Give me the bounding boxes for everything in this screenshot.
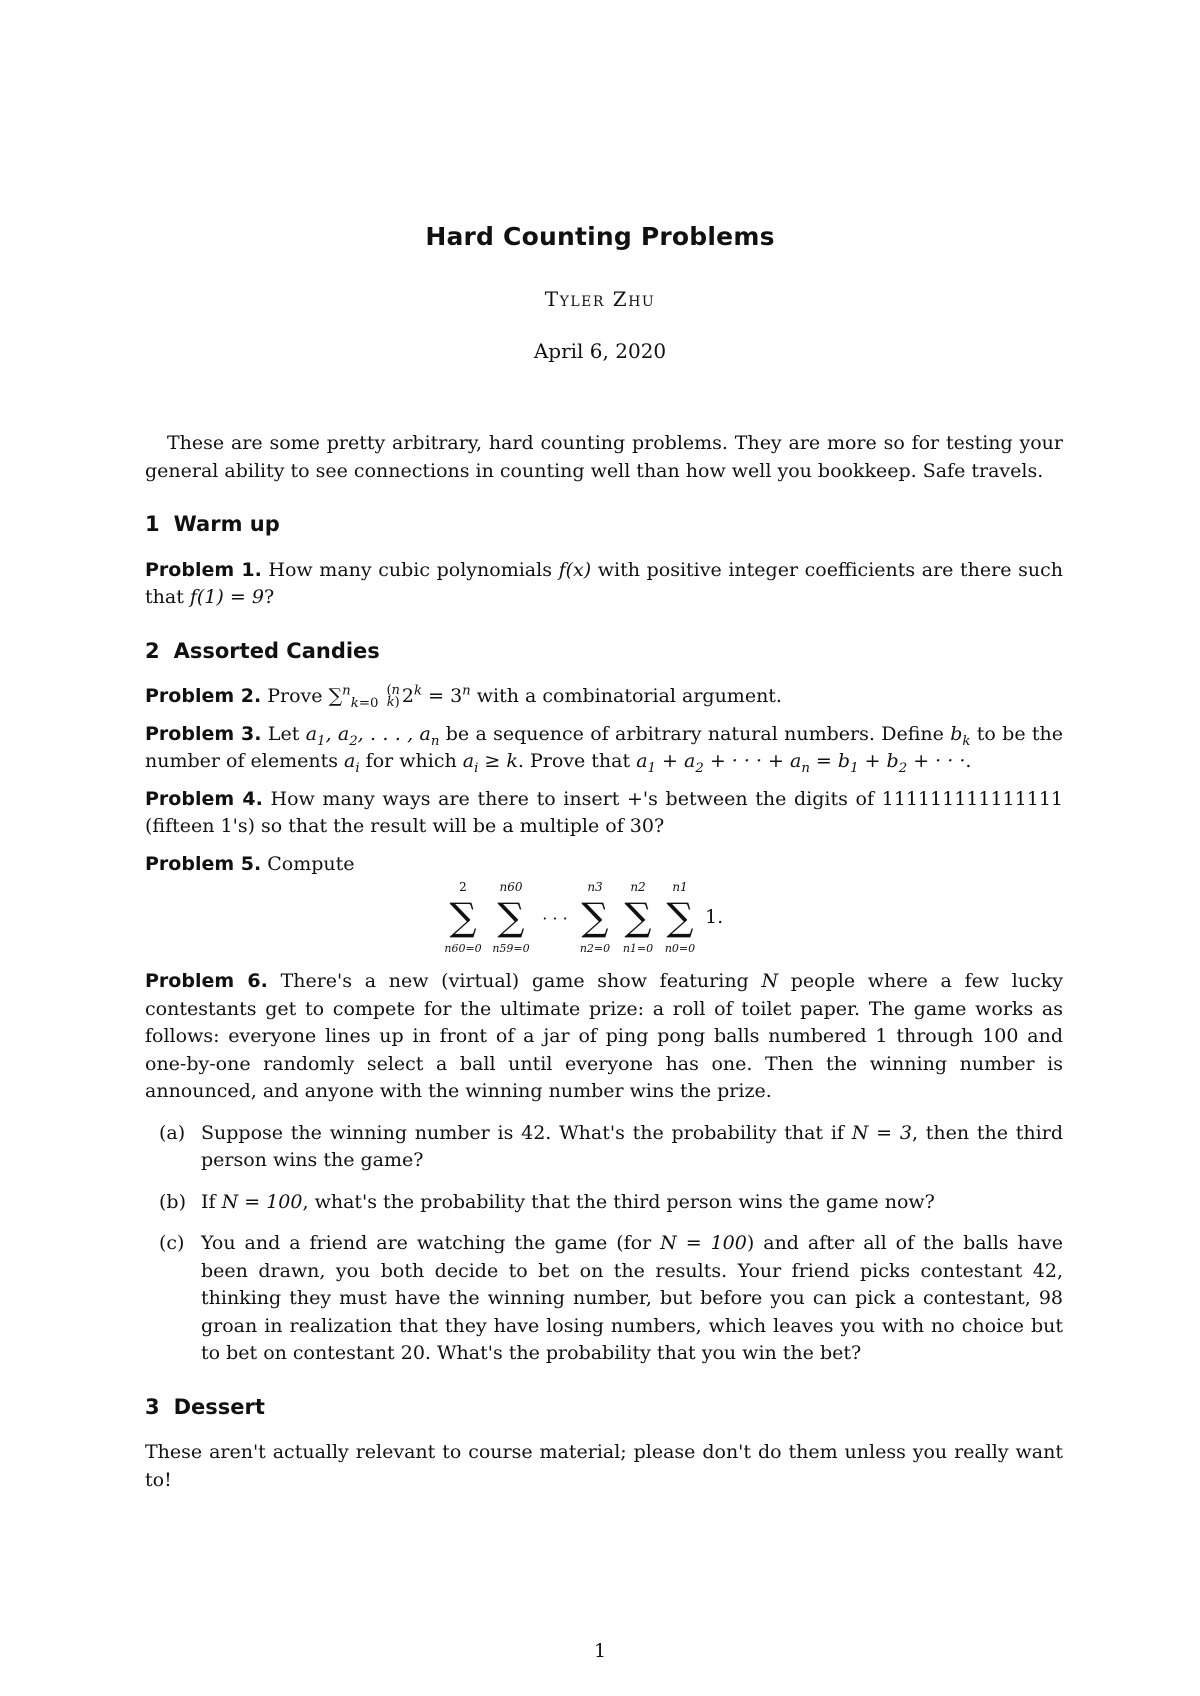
- problem-label: Problem 5.: [145, 852, 262, 875]
- problem-label: Problem 4.: [145, 787, 263, 810]
- math-expression: f(x): [558, 558, 592, 581]
- section-title: Dessert: [173, 1394, 265, 1419]
- math-expression: N = 3: [851, 1121, 912, 1144]
- item-text: , what's the probability that the third person wins the game now?: [302, 1190, 935, 1213]
- section-number: 3: [145, 1394, 160, 1419]
- sum-upper-limit: n2: [630, 880, 646, 894]
- list-item: [145, 1120, 1063, 1175]
- item-text: ) and after all of the balls have been drawn, you both decide to bet on the results. Your friend picks contestant 42, thinking they must have the winning number, but before you can pick a contestant, 98 groan in realization that they have losing numbers, which leaves you with no choice but to bet on contestant 20. What's the probability that you win the bet?: [201, 1232, 1064, 1364]
- problem-6: [145, 968, 1063, 1106]
- item-text: , then the third person wins the game?: [201, 1121, 1063, 1171]
- problem-text: How many cubic polynomials: [268, 558, 552, 581]
- sum-lower-limit: n60=0: [444, 942, 482, 955]
- problem-text: Prove: [267, 685, 323, 707]
- problem-text: for which: [365, 750, 457, 772]
- sigma-symbol: ∑: [581, 895, 609, 939]
- paper-body: [145, 430, 1063, 1494]
- problem-text: . Prove that: [517, 750, 631, 772]
- problem-text: to be the number of elements: [145, 722, 1064, 772]
- section-title: Warm up: [173, 512, 280, 536]
- sum-upper-limit: n60: [499, 880, 523, 894]
- math-expression: $b_k$: [950, 722, 971, 749]
- sequence-expression: $a_1$, $a_2$, . . . , $a_n$: [305, 722, 440, 749]
- nested-sum-formula: [145, 874, 1063, 958]
- problem-text: be a sequence of arbitrary natural numbers. Define: [445, 722, 944, 745]
- section-number: 1: [145, 512, 160, 536]
- problem-label: Problem 3.: [145, 722, 262, 745]
- section-number: 2: [145, 638, 160, 663]
- problem-text: people where a few lucky contestants get to compete for the ultimate prize: a roll of toilet paper. The game works as follows: everyone lines up in front of a jar of ping pong balls numbered 1 through 100 and one-by-one randomly select a ball until everyone has one. Then the winning number is announced, and anyone with the winning number wins the prize.: [145, 970, 1064, 1102]
- problem-3: [145, 721, 1063, 776]
- nested-sum-svg: [444, 874, 755, 958]
- math-expression: $a_i \ge k$: [462, 750, 518, 776]
- sum-lower-limit: n2=0: [579, 942, 611, 955]
- section-heading-assorted-candies: [145, 638, 1063, 666]
- section-heading-warm-up: [145, 511, 1063, 539]
- sigma-symbol: ∑: [449, 895, 477, 939]
- item-label: (a): [159, 1121, 186, 1144]
- sigma-symbol: ∑: [624, 895, 652, 939]
- problem-text: with a combinatorial argument.: [476, 685, 782, 707]
- list-item: [145, 1189, 1063, 1217]
- problem-text: .: [965, 750, 972, 772]
- problem-text: Let: [267, 722, 300, 745]
- problem-label: Problem 1.: [145, 558, 262, 581]
- problem-text: ?: [263, 586, 275, 608]
- paper-date: April 6, 2020: [533, 339, 667, 363]
- sum-identity: $a_1 + a_2$ + · · · + $a_n = b_1 + b_2$ + · · ·: [636, 750, 966, 776]
- intro-paragraph: These are some pretty arbitrary, hard counting problems. They are more so for testing your general ability to see connections in counting well than how well you bookkeep. Safe travels.: [145, 432, 1063, 482]
- problem-text: There's a new (virtual) game show featuring: [280, 970, 749, 992]
- problem-text: How many ways are there to insert +'s between the digits of 111111111111111 (fifteen 1's) so that the result will be a multiple of 30?: [145, 787, 1063, 837]
- binomial-sum-formula: ∑$^n_{k=0}$ (n k) $2^k = 3^n$: [328, 683, 471, 711]
- paper-author: Tyler Zhu: [544, 287, 656, 311]
- problem-label: Problem 6.: [145, 970, 268, 992]
- item-label: (c): [159, 1232, 185, 1254]
- sum-term: 1.: [705, 906, 724, 928]
- page-number: 1: [593, 1640, 607, 1662]
- problem-4: [145, 786, 1063, 841]
- item-text: You and a friend are watching the game (for: [201, 1232, 652, 1254]
- sum-lower-limit: n0=0: [664, 942, 696, 955]
- problem-text: with positive integer coefficients are there such that: [145, 558, 1063, 608]
- dessert-paragraph: These aren't actually relevant to course material; please don't do them unless you really want to!: [145, 1441, 1063, 1491]
- math-expression: f(1) = 9: [189, 586, 264, 608]
- ellipsis: · · ·: [542, 909, 568, 928]
- sum-lower-limit: n1=0: [622, 942, 654, 955]
- problem-6-parts: [145, 1120, 1063, 1368]
- sum-upper-limit: n1: [672, 880, 688, 894]
- item-text: If: [201, 1190, 216, 1213]
- binomial-coefficient: (n k): [386, 683, 400, 710]
- problem-label: Problem 2.: [145, 685, 262, 707]
- list-item: [145, 1230, 1063, 1368]
- sum-upper-limit: 2: [459, 880, 467, 894]
- section-title: Assorted Candies: [173, 638, 380, 663]
- paper-title: Hard Counting Problems: [425, 222, 775, 251]
- sigma-symbol: ∑: [497, 895, 525, 939]
- item-text: Suppose the winning number is 42. What's the probability that if: [201, 1121, 844, 1144]
- math-expression: N = 100: [660, 1232, 747, 1254]
- problem-text: Compute: [267, 852, 355, 875]
- section-heading-dessert: [145, 1394, 1063, 1422]
- math-expression: N: [761, 970, 779, 992]
- math-expression: $a_i$: [344, 750, 360, 776]
- math-expression: N = 100: [221, 1190, 303, 1213]
- sigma-symbol: ∑: [666, 895, 694, 939]
- sum-upper-limit: n3: [587, 880, 603, 894]
- sum-lower-limit: n59=0: [492, 942, 530, 955]
- problem-2: [145, 683, 1063, 711]
- problem-1: [145, 557, 1063, 612]
- item-label: (b): [159, 1190, 186, 1213]
